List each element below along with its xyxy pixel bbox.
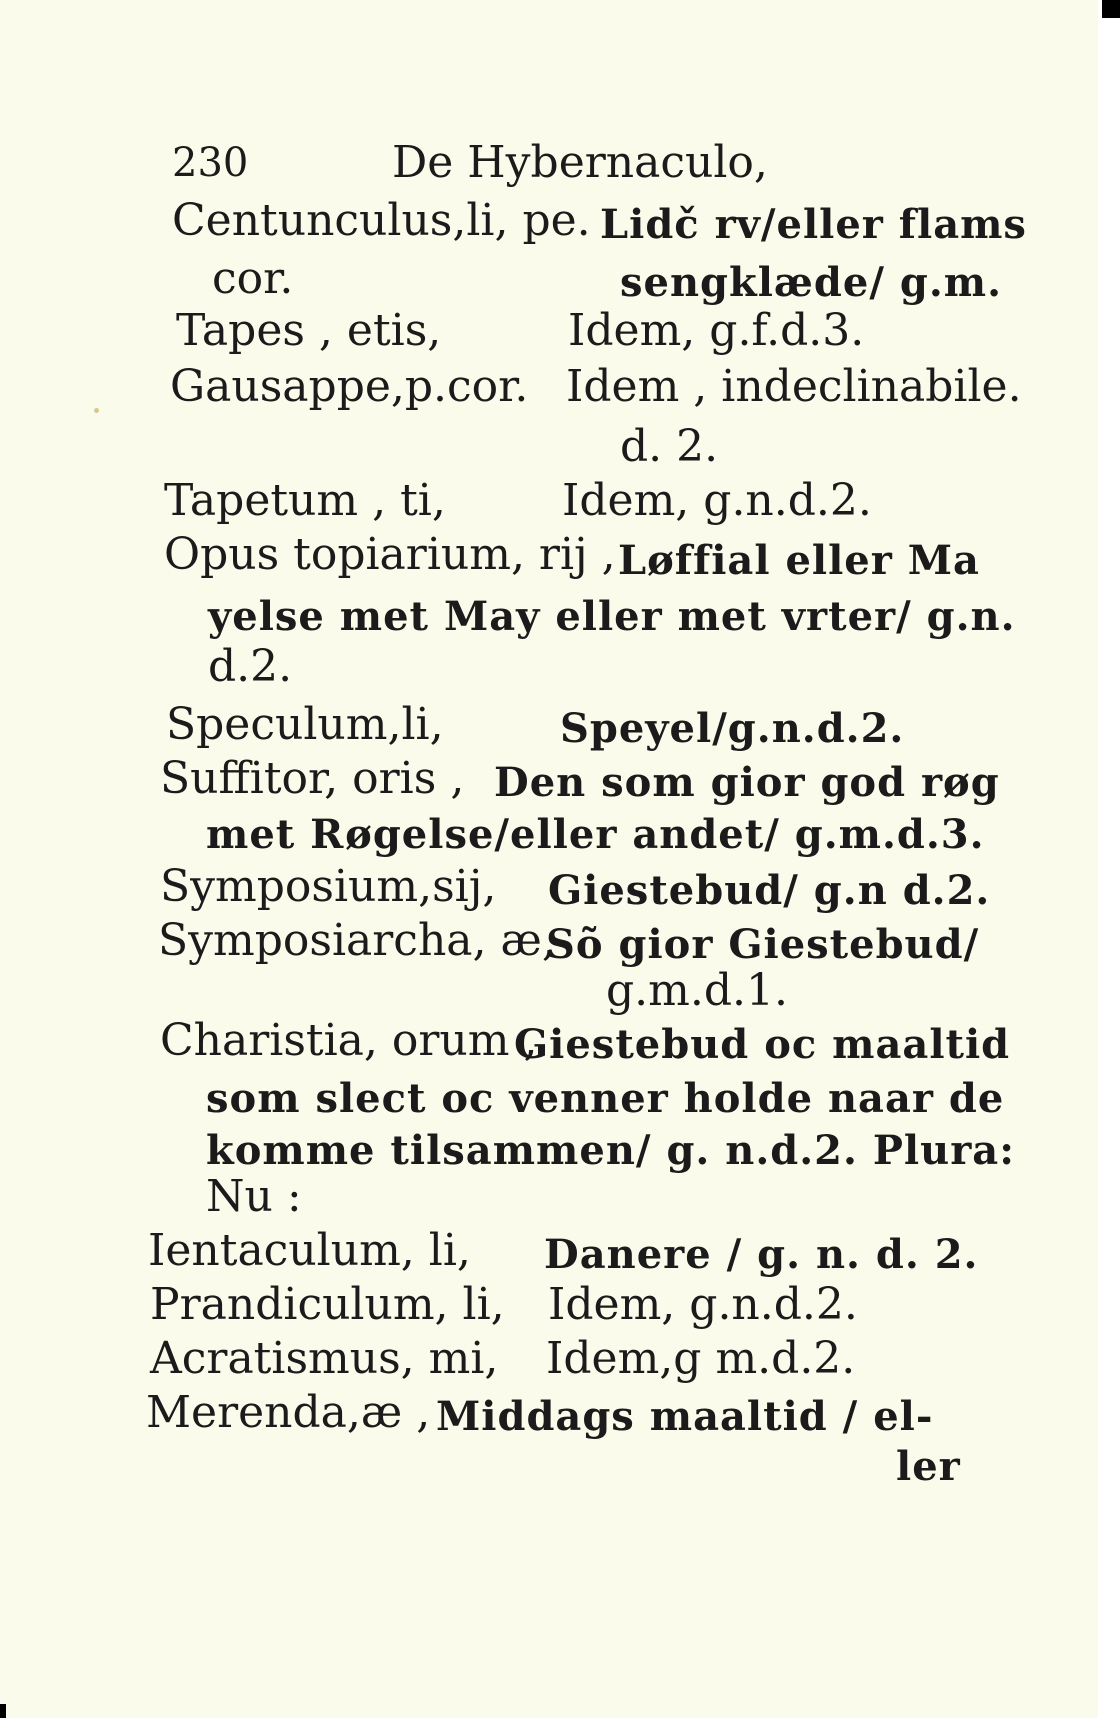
entry-latin: Tapetum , ti, [164,475,446,526]
scan-edge-mark [0,1704,6,1718]
entry-danish: som slect oc venner holde naar de [206,1075,1005,1122]
entry-danish: Lidč rv/eller flams [600,201,1027,248]
running-title: De Hybernaculo, [392,137,768,188]
entry-latin: Suffitor, oris , [160,753,465,804]
entry-danish: Sõ gior Giestebud/ [546,921,980,968]
entry-latin: Centunculus,li, pe. [172,195,591,246]
entry-latin: Symposium,sij, [160,861,497,912]
entry-danish: Idem, g.f.d.3. [568,305,865,356]
entry-latin: Merenda,æ , [146,1387,431,1438]
scan-corner-mark [1102,0,1120,18]
entry-danish: Giestebud/ g.n d.2. [548,867,991,914]
entry-latin: Charistia, orum , [160,1015,538,1066]
entry-latin: Ientaculum, li, [148,1225,471,1276]
entry-danish: g.m.d.1. [606,965,788,1016]
entry-latin: Gausappe,p.cor. [170,361,529,412]
entry-danish: Speyel/g.n.d.2. [560,705,905,752]
entry-danish: Idem, g.n.d.2. [548,1279,858,1330]
entry-danish: yelse met May eller met vrter/ g.n. [208,593,1016,640]
page-number: 230 [172,140,249,186]
entry-danish: met Røgelse/eller andet/ g.m.d.3. [206,811,985,858]
entry-latin: Prandiculum, li, [150,1279,505,1330]
scan-margin [1098,0,1120,1718]
entry-danish: d.2. [208,641,293,692]
entry-danish: Nu : [206,1171,302,1222]
entry-latin: Symposiarcha, æ, [158,915,556,966]
entry-latin: cor. [212,253,294,304]
entry-latin: Tapes , etis, [176,305,442,356]
entry-danish: Idem , indeclinabile. [566,361,1022,412]
entry-danish: komme tilsammen/ g. n.d.2. Plura: [206,1127,1015,1174]
entry-danish: ler [896,1443,961,1490]
entry-danish: Danere / g. n. d. 2. [544,1231,979,1278]
entry-danish: sengklæde/ g.m. [620,259,1003,306]
entry-latin: Speculum,li, [166,699,444,750]
entry-danish: Den som gior god røg [494,759,1000,806]
entry-danish: Løffial eller Ma [618,537,980,584]
entry-danish: Idem, g.n.d.2. [562,475,872,526]
paper-speck [94,408,99,413]
entry-danish: Idem,g m.d.2. [546,1333,856,1384]
entry-danish: Middags maaltid / el- [436,1393,934,1440]
entry-latin: Opus topiarium, rij , [164,529,616,580]
entry-danish: Giestebud oc maaltid [514,1021,1011,1068]
entry-danish: d. 2. [620,421,719,472]
entry-latin: Acratismus, mi, [150,1333,499,1384]
